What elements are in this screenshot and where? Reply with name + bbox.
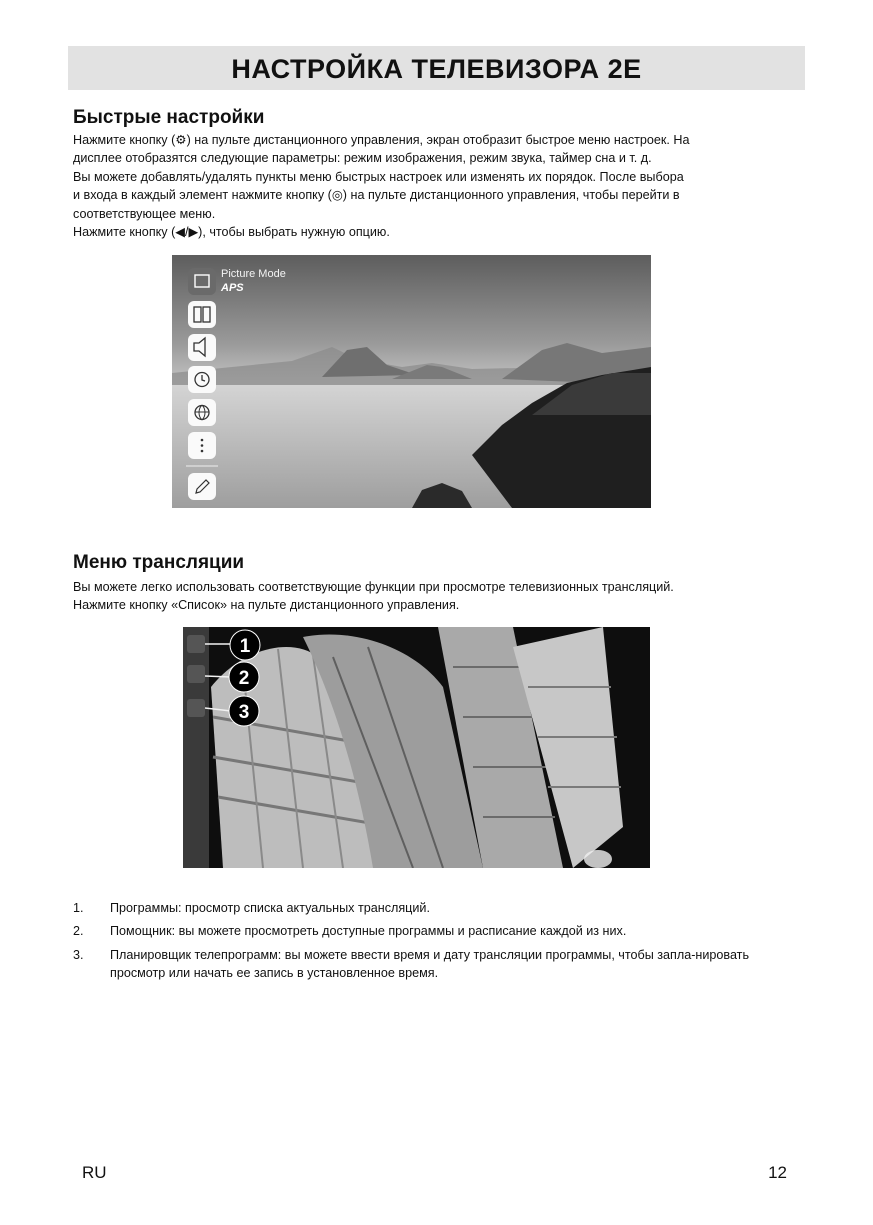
- list-item-number: 3.: [73, 947, 84, 962]
- broadcast-menu-text: [73, 578, 803, 615]
- edit-pencil-icon[interactable]: [188, 473, 216, 500]
- quick-menu-sidebar: [172, 255, 232, 508]
- page-title: НАСТРОЙКА ТЕЛЕВИЗОРА 2E: [231, 54, 642, 84]
- quick-settings-screenshot: [172, 255, 651, 508]
- text-line: Вы можете легко использовать соответствующие функции при просмотре телевизионных трансляций.: [73, 580, 674, 594]
- picture-mode-icon[interactable]: [188, 268, 216, 295]
- callout-3-number: 3: [238, 702, 250, 723]
- clock-icon[interactable]: [188, 366, 216, 393]
- list-item-number: 2.: [73, 924, 84, 939]
- list-item-text: Планировщик телепрограмм: вы можете ввести время и дату трансляции программы, чтобы запла-нировать просмотр или начать ее запись в установленное время.: [110, 947, 750, 981]
- list-item: [73, 922, 803, 940]
- list-item-text: Программы: просмотр списка актуальных трансляций.: [110, 901, 430, 915]
- callout-1-number: 1: [239, 636, 251, 657]
- aps-label: APS: [221, 282, 244, 294]
- list-item-text: Помощник: вы можете просмотреть доступные программы и расписание каждой из них.: [110, 924, 627, 939]
- broadcast-menu-heading: Меню трансляции: [73, 552, 245, 573]
- speakers-icon[interactable]: [188, 301, 216, 328]
- footer-language: RU: [82, 1163, 107, 1182]
- text-line: Нажмите кнопку (⚙) на пульте дистанционного управления, экран отобразит быстрое меню настроек. На: [73, 133, 690, 147]
- quick-settings-heading: Быстрые настройки: [73, 107, 265, 128]
- list-item-number: 1.: [73, 901, 84, 915]
- text-line: соответствующее меню.: [73, 206, 216, 221]
- list-item: [73, 946, 803, 983]
- globe-icon[interactable]: [188, 399, 216, 426]
- text-line: и входа в каждый элемент нажмите кнопку (◎) на пульте дистанционного управления, чтобы перейти в: [73, 188, 680, 203]
- text-line: дисплее отобразятся следующие параметры: режим изображения, режим звука, таймер сна и т. д.: [73, 151, 652, 166]
- list-item: [73, 899, 803, 917]
- quick-settings-text: [73, 131, 803, 241]
- title-bar: [68, 46, 805, 90]
- broadcast-items-list: [73, 899, 803, 988]
- more-dots-icon[interactable]: [188, 432, 216, 459]
- text-line: Вы можете добавлять/удалять пункты меню быстрых настроек или изменять их порядок. После выбора: [73, 169, 684, 184]
- hot-air-balloons-image: [183, 627, 650, 868]
- text-line: Нажмите кнопку (◀/▶), чтобы выбрать нужную опцию.: [73, 225, 390, 240]
- picture-mode-label: Picture Mode: [221, 268, 286, 280]
- callout-2-number: 2: [238, 668, 250, 689]
- broadcast-menu-screenshot: [183, 627, 650, 868]
- page-number: 12: [768, 1163, 787, 1182]
- text-line: Нажмите кнопку «Список» на пульте дистанционного управления.: [73, 598, 460, 613]
- volume-icon[interactable]: [188, 334, 216, 361]
